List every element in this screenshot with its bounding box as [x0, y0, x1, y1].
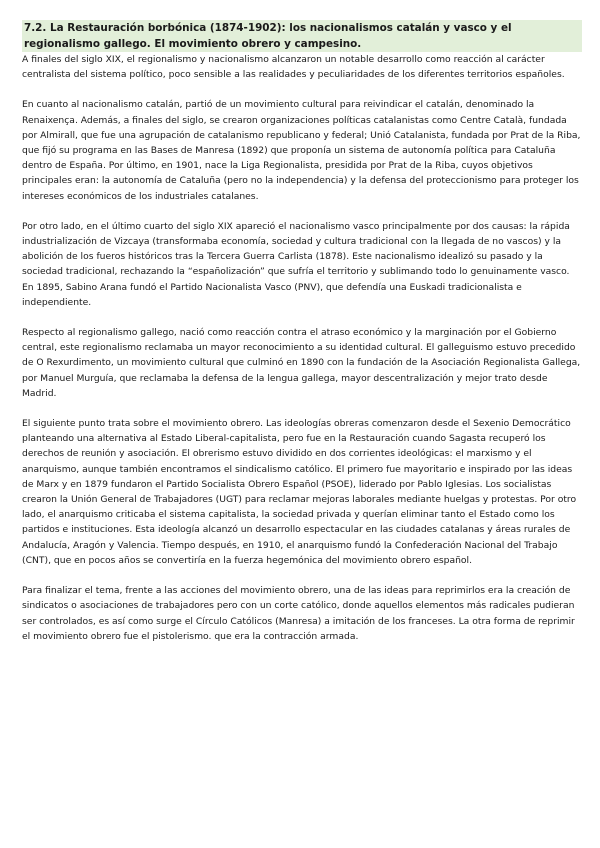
paragraph-catalan-nationalism: En cuanto al nacionalismo catalán, partió de un movimiento cultural para reivindicar el catalán, denominado la Renaixença. Además, a finales del siglo, se crearon organizaciones políticas catalanistas como Centre Català, fundada por Almirall, que fue una agrupación de catalanismo republicano y federal; Unió Catalanista, fundada por Prat de la Riba, que fijó su programa en las Bases de Manresa (1892) que proponía un sistema de autonomía política para Cataluña dentro de España. Por último, en 1901, nace la Liga Regionalista, presidida por Prat de la Riba, cuyos objetivos principales eran: la autonomía de Cataluña (pero no la independencia) y la defensa del proteccionismo para proteger los intereses económicos de los industriales catalanes. — [22, 99, 581, 202]
document-page — [22, 20, 582, 644]
paragraph-labor-movement: El siguiente punto trata sobre el movimiento obrero. Las ideologías obreras comenzaron desde el Sexenio Democrático planteando una alternativa al Estado Liberal-capitalista, pero fue en la Restauración cuando Sagasta recuperó los derechos de reunión y asociación. El obrerismo estuvo dividido en dos corrientes ideológicas: el marxismo y el anarquismo, aunque también encontramos el sindicalismo católico. El primero fue mayoritario e inspirado por las ideas de Marx y en 1879 fundaron el Partido Socialista Obrero Español (PSOE), liderado por Pablo Iglesias. Los socialistas crearon la Unión General de Trabajadores (UGT) para reclamar mejoras laborales mediante huelgas y protestas. Por otro lado, el anarquismo criticaba el sistema capitalista, la sociedad privada y querían eliminar tanto el Estado como los partidos e instituciones. Esta ideología alcanzó un desarrollo espectacular en las ciudades catalanas y áreas rurales de Andalucía, Aragón y Valencia. Tiempo después, en 1910, el anarquismo fundó la Confederación Nacional del Trabajo (CNT), que en pocos años se convertiría en la fuerza hegemónica del movimiento obrero español. — [22, 418, 577, 566]
paragraph-basque-nationalism: Por otro lado, en el último cuarto del siglo XIX apareció el nacionalismo vasco principalmente por dos causas: la rápida industrialización de Vizcaya (transformaba economía, sociedad y cultura tradicional con la llegada de no vascos) y la abolición de los fueros históricos tras la Tercera Guerra Carlista (1878). Este nacionalismo idealizó su pasado y la sociedad tradicional, rechazando la “españolización” que sufría el territorio y sublimando todo lo genuinamente vasco. En 1895, Sabino Arana fundó el Partido Nacionalista Vasco (PNV), que defendía una Euskadi tradicionalista e independiente. — [22, 220, 570, 308]
paragraph-intro: A finales del siglo XIX, el regionalismo y nacionalismo alcanzaron un notable desarrollo como reacción al carácter centralista del sistema político, poco sensible a las realidades y peculiaridades de los diferentes territorios españoles. — [22, 54, 565, 81]
paragraph-galician-regionalism: Respecto al regionalismo gallego, nació como reacción contra el atraso económico y la marginación por el Gobierno central, este regionalismo reclamaba un mayor reconocimiento a su identidad cultural. El galleguismo estuvo precedido de O Rexurdimento, un movimiento cultural que culminó en 1890 con la fundación de la Asociación Regionalista Gallega, por Manuel Murguía, que reclamaba la defensa de la lengua gallega, mayor descentralización y mejor trato desde Madrid. — [22, 327, 581, 399]
section-title: 7.2. La Restauración borbónica (1874-1902): los nacionalismos catalán y vasco y el regionalismo gallego. El movimiento obrero y campesino. — [22, 20, 582, 52]
paragraph-conclusion: Para finalizar el tema, frente a las acciones del movimiento obrero, una de las ideas para reprimirlos era la creación de sindicatos o asociaciones de trabajadores pero con un corte católico, donde aquellos elementos más radicales pudieran ser controlados, es así como surge el Círculo Católicos (Manresa) a imitación de los franceses. La otra forma de reprimir el movimiento obrero fue el pistolerismo. que era la contracción armada. — [22, 585, 575, 642]
